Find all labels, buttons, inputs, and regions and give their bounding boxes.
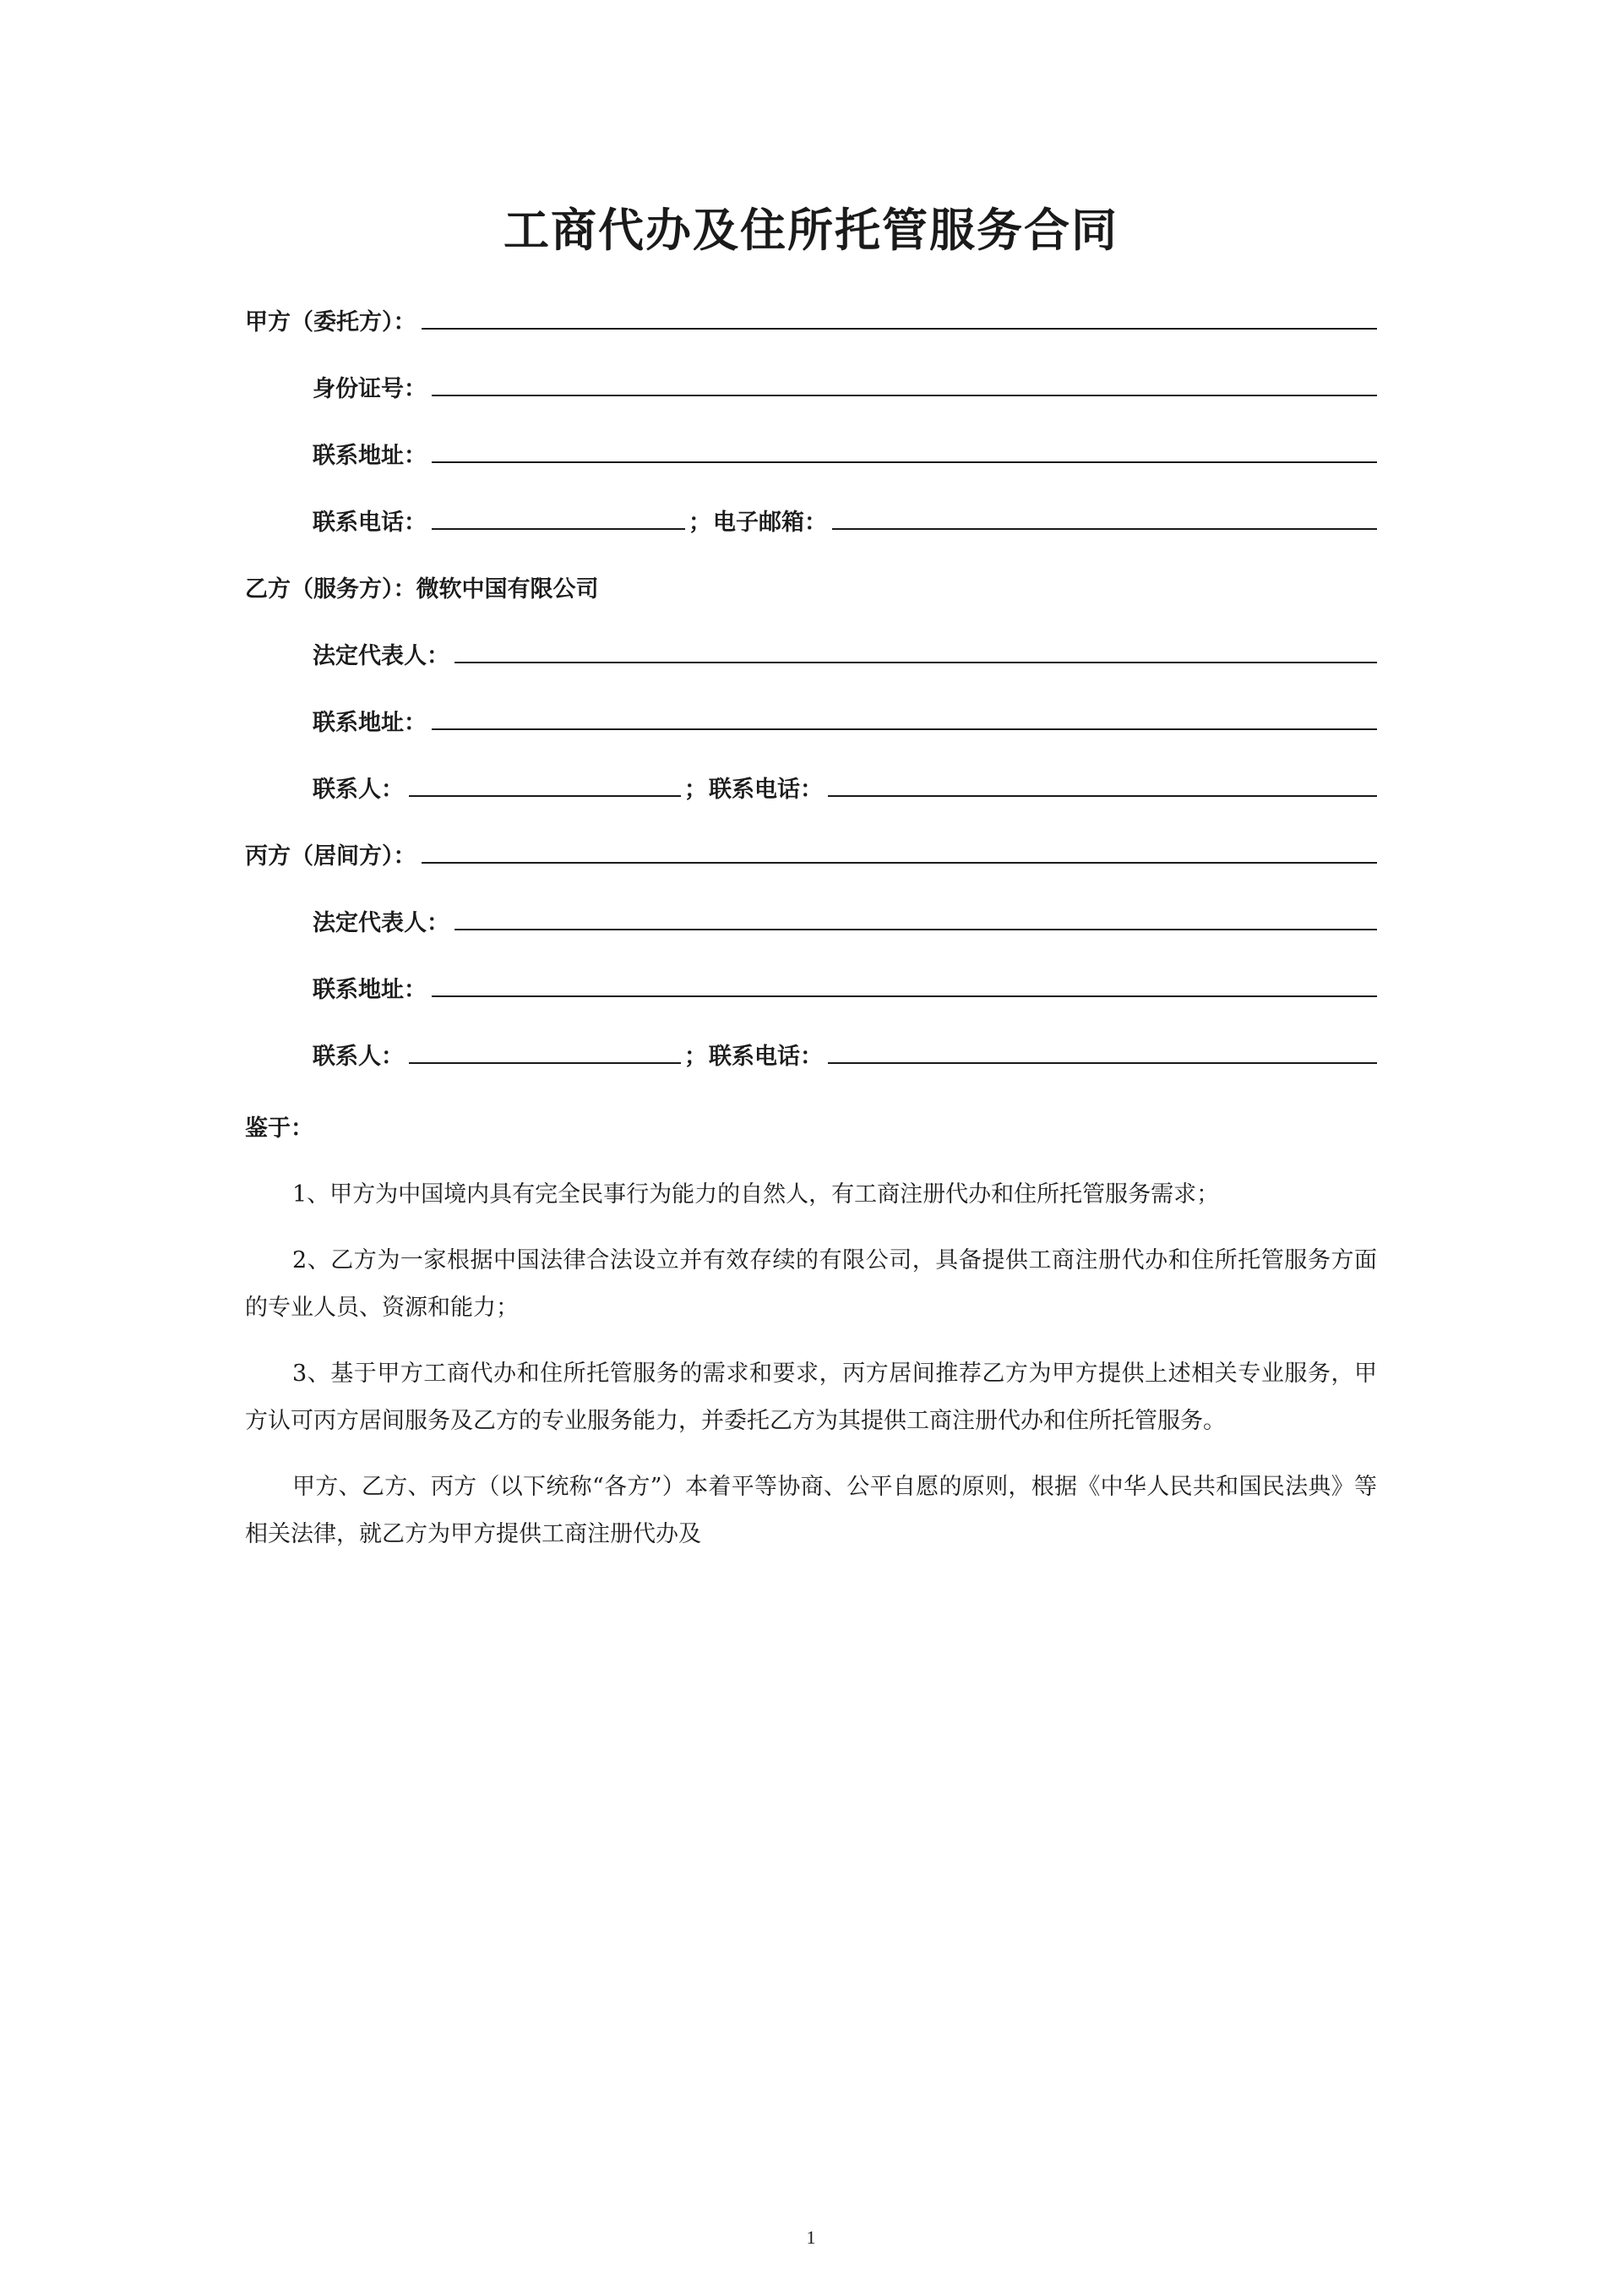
party-c-legal-rep-input[interactable] xyxy=(454,907,1377,930)
party-c-contact-row xyxy=(245,1038,1377,1071)
party-a-name-input[interactable] xyxy=(422,306,1378,330)
party-c-legal-rep-row xyxy=(245,904,1377,937)
party-c-legal-rep-label: 法定代表人： xyxy=(313,910,449,935)
party-a-contact-row xyxy=(245,504,1377,537)
party-a-email-input[interactable] xyxy=(832,506,1377,530)
party-c-contact-input[interactable] xyxy=(409,1040,681,1064)
party-b-legal-rep-input[interactable] xyxy=(454,640,1377,663)
party-a-address-row xyxy=(245,437,1377,470)
party-c-address-input[interactable] xyxy=(432,973,1377,997)
party-a-id-label: 身份证号： xyxy=(313,376,427,401)
party-a-address-input[interactable] xyxy=(432,439,1377,463)
party-a-address-label: 联系地址： xyxy=(313,443,427,468)
party-b-name: 微软中国有限公司 xyxy=(416,576,599,602)
party-c-separator: ； xyxy=(684,1044,707,1069)
party-b-address-input[interactable] xyxy=(432,706,1377,730)
party-a-separator: ； xyxy=(689,510,711,535)
party-b-phone-input[interactable] xyxy=(828,773,1377,797)
party-c-address-label: 联系地址： xyxy=(313,977,427,1002)
recital-paragraph-3: 3、基于甲方工商代办和住所托管服务的需求和要求，丙方居间推荐乙方为甲方提供上述相关专业服务，甲方认可丙方居间服务及乙方的专业服务能力，并委托乙方为其提供工商注册代办和住所托管服务。 xyxy=(245,1361,1377,1434)
recital-paragraph-4: 甲方、乙方、丙方（以下统称“各方”）本着平等协商、公平自愿的原则，根据《中华人民共和国民法典》等相关法律，就乙方为甲方提供工商注册代办及 xyxy=(245,1474,1377,1547)
party-b-heading-row xyxy=(245,570,1377,603)
party-b-address-label: 联系地址： xyxy=(313,710,427,735)
page-number: 1 xyxy=(806,2227,816,2248)
party-a-id-input[interactable] xyxy=(432,373,1377,396)
party-b-address-row xyxy=(245,704,1377,737)
party-c-label: 丙方（居间方）： xyxy=(245,843,416,869)
party-b-legal-rep-row xyxy=(245,637,1377,670)
party-b-phone-label: 联系电话： xyxy=(709,777,823,802)
party-b-separator: ； xyxy=(684,777,707,802)
party-b-contact-row xyxy=(245,771,1377,804)
party-b-contact-label: 联系人： xyxy=(313,777,404,802)
party-a-heading-row xyxy=(245,303,1377,336)
recital-paragraph-2: 2、乙方为一家根据中国法律合法设立并有效存续的有限公司，具备提供工商注册代办和住所托管服务方面的专业人员、资源和能力； xyxy=(245,1247,1377,1321)
party-a-email-label: 电子邮箱： xyxy=(713,510,827,535)
party-b-label: 乙方（服务方）： xyxy=(245,576,416,602)
party-b-legal-rep-label: 法定代表人： xyxy=(313,643,449,668)
party-a-id-row xyxy=(245,370,1377,403)
party-c-heading-row xyxy=(245,837,1377,870)
recitals-heading: 鉴于： xyxy=(245,1115,313,1141)
page-title: 工商代办及住所托管服务合同 xyxy=(503,203,1119,257)
party-c-phone-input[interactable] xyxy=(828,1040,1377,1064)
party-c-contact-label: 联系人： xyxy=(313,1044,404,1069)
party-a-label: 甲方（委托方）： xyxy=(245,309,416,335)
party-a-phone-input[interactable] xyxy=(432,506,685,530)
party-c-name-input[interactable] xyxy=(422,840,1378,864)
party-c-address-row xyxy=(245,971,1377,1004)
party-b-contact-input[interactable] xyxy=(409,773,681,797)
recital-paragraph-1: 1、甲方为中国境内具有完全民事行为能力的自然人，有工商注册代办和住所托管服务需求； xyxy=(292,1181,1220,1208)
party-c-phone-label: 联系电话： xyxy=(709,1044,823,1069)
party-a-phone-label: 联系电话： xyxy=(313,510,427,535)
